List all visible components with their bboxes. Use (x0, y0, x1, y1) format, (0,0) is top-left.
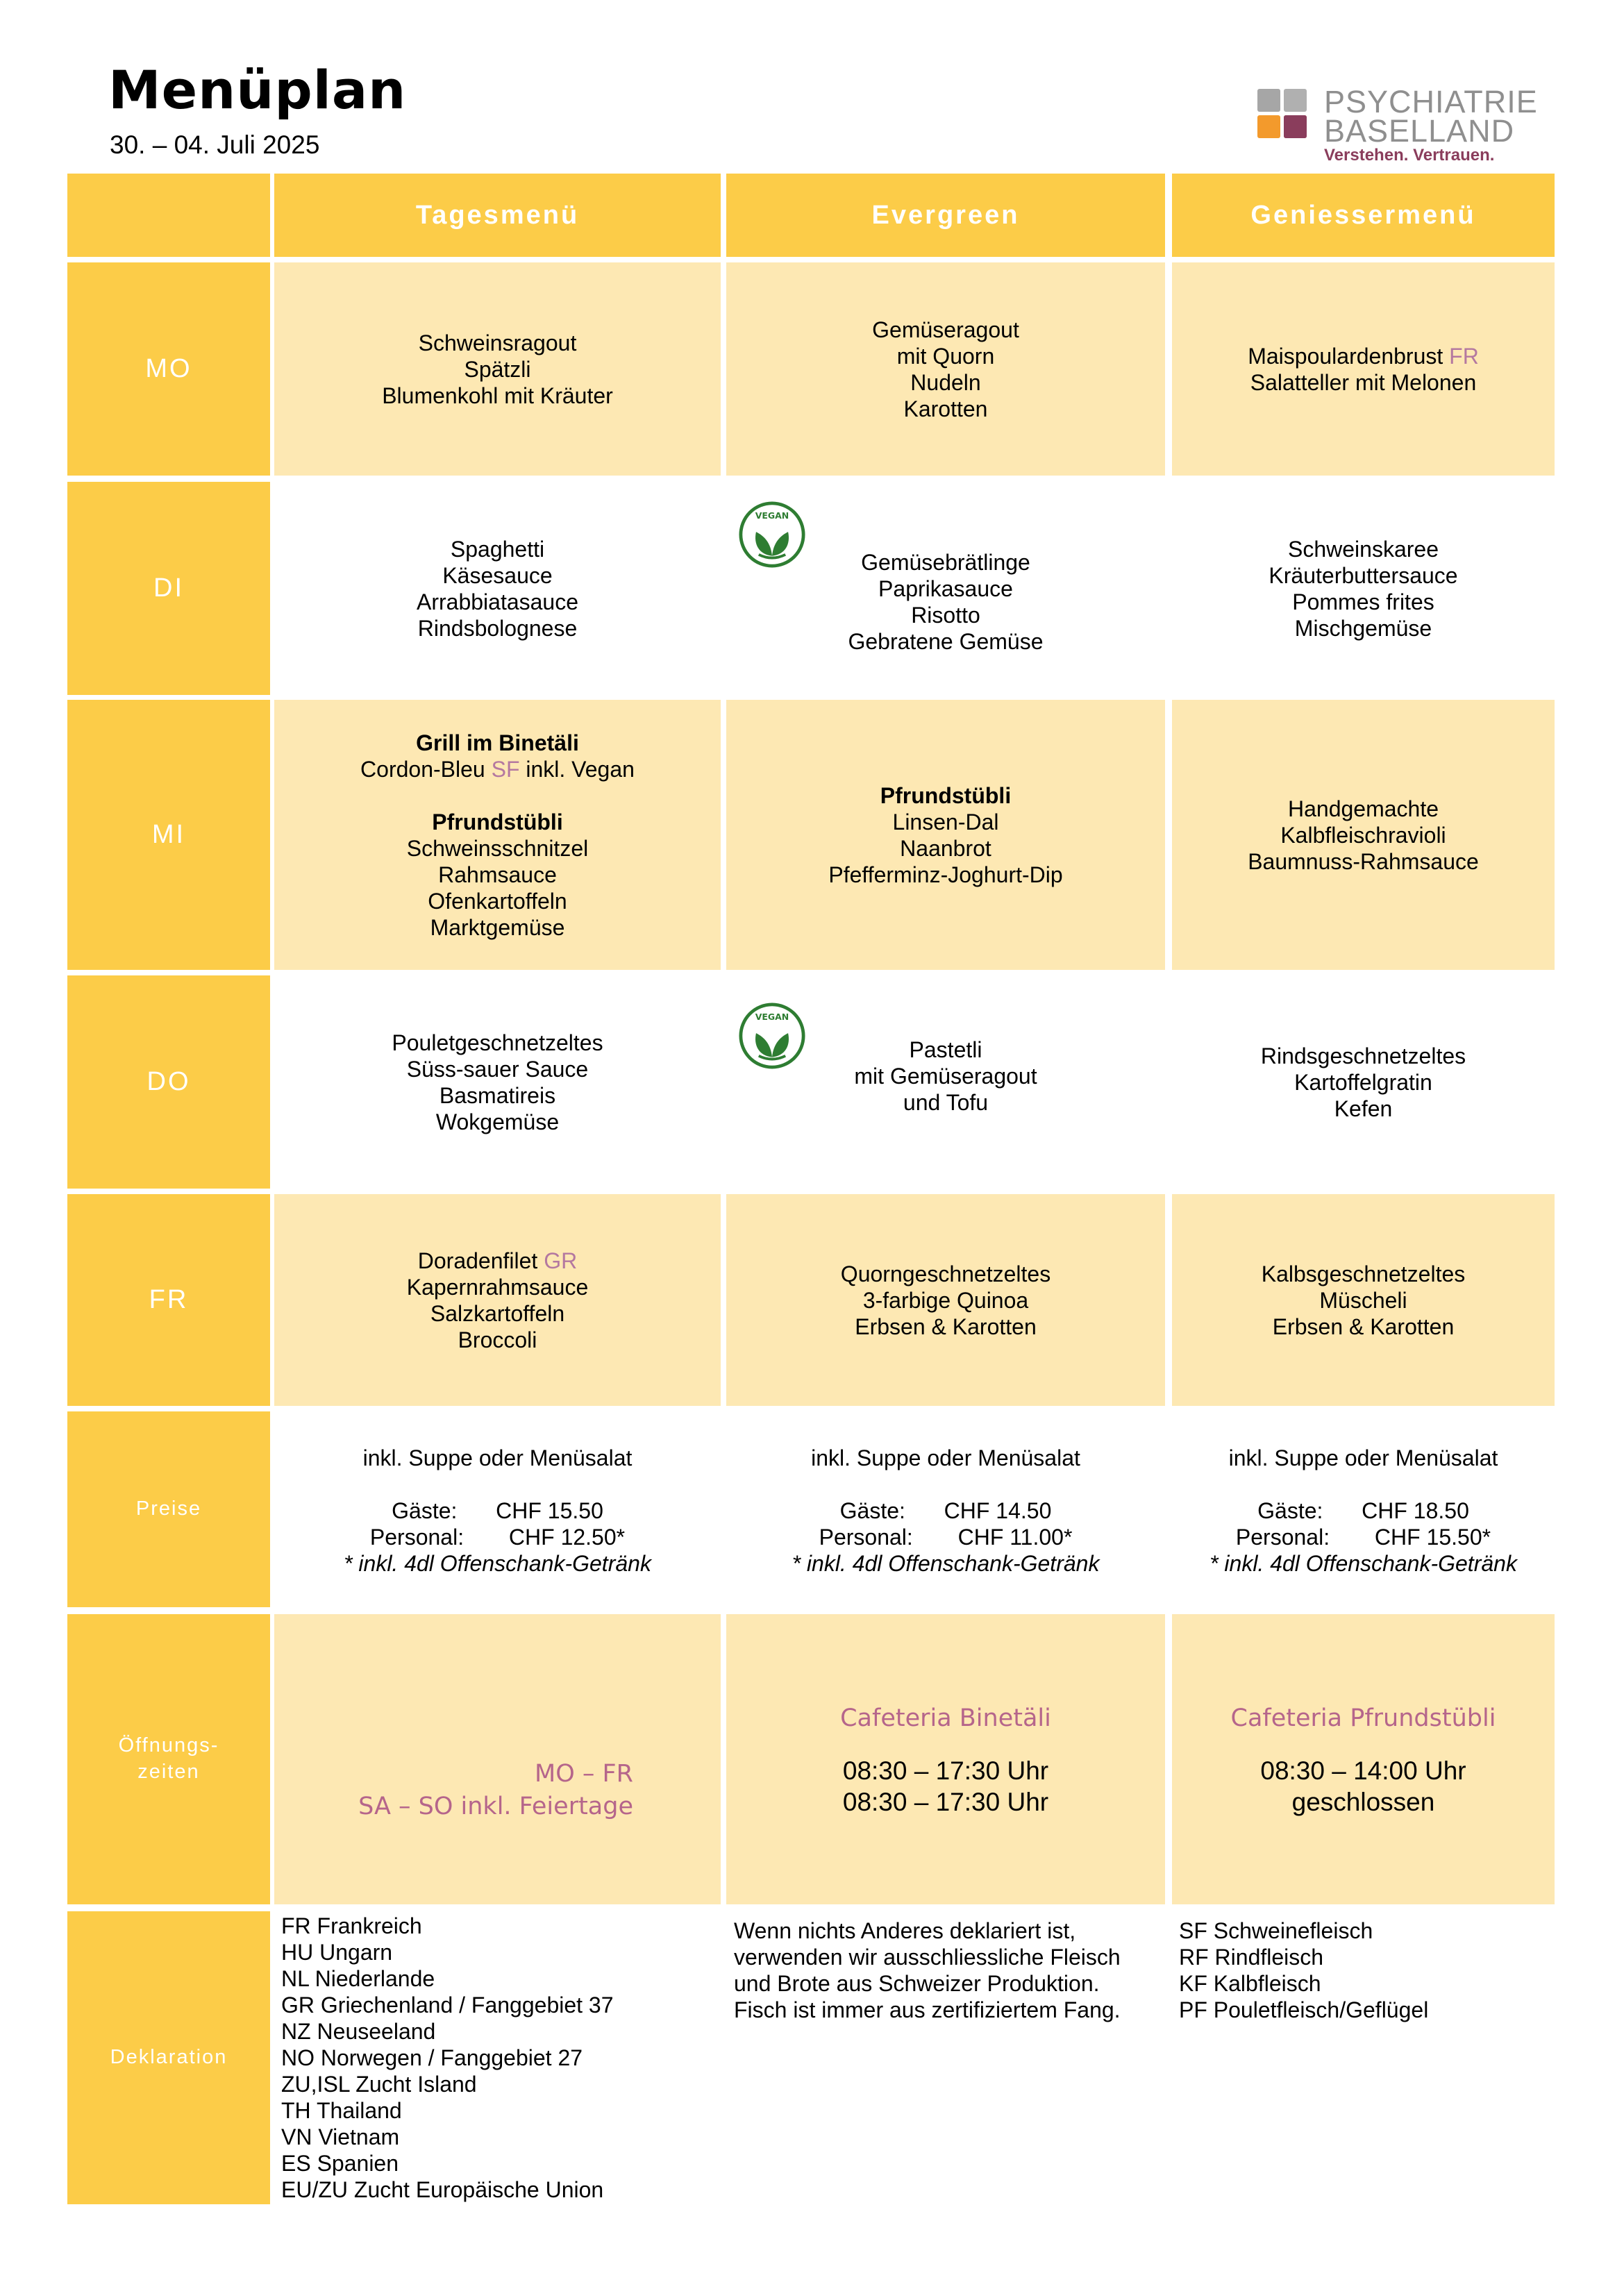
day-label-fr: FR (67, 1194, 270, 1406)
guest-price-row (344, 1498, 651, 1524)
menu-lines (1248, 343, 1479, 396)
psychiatrie-baselland-logo (1257, 86, 1549, 167)
origin-item: EU/ZU Zucht Europäische Union (281, 2177, 604, 2202)
menu-line: Käsesauce (442, 562, 553, 588)
date-range: 30. – 04. Juli 2025 (110, 131, 320, 159)
logo-square-icon (1257, 89, 1280, 112)
menu-line: Erbsen & Karotten (1272, 1314, 1455, 1339)
menu-cell-fr-evergreen (726, 1194, 1165, 1406)
menu-line: Pfefferminz-Joghurt-Dip (828, 862, 1063, 887)
menu-lines (848, 549, 1043, 655)
price-cell-geniesser (1172, 1411, 1555, 1607)
menu-line: Gemüsebrätlinge (861, 549, 1030, 575)
menu-lines (382, 330, 613, 409)
menu-cell-mo-evergreen (726, 262, 1165, 476)
logo-line2: BASELLAND (1324, 113, 1515, 149)
staff-price: CHF 15.50* (1374, 1525, 1491, 1550)
menu-line (1248, 343, 1479, 369)
price-cell-evergreen (726, 1411, 1165, 1607)
note-line: Wenn nichts Anderes deklariert ist, (734, 1918, 1076, 1943)
menu-line: mit Gemüseragout (854, 1063, 1037, 1089)
header-corner (67, 174, 270, 257)
staff-price-row (344, 1524, 651, 1550)
declaration-origins (281, 1913, 614, 2203)
staff-label: Personal: (369, 1525, 464, 1550)
vegan-badge-label: VEGAN (755, 1011, 789, 1022)
menu-lines (828, 782, 1062, 888)
guest-price-row (1209, 1498, 1517, 1524)
spacer (1209, 1471, 1517, 1498)
opening-time: 08:30 – 17:30 Uhr (842, 1756, 1049, 1785)
price-block (344, 1445, 651, 1577)
menu-line: Blumenkohl mit Kräuter (382, 383, 613, 408)
menu-cell-mi-geniesser (1172, 700, 1555, 970)
menu-line (360, 756, 635, 782)
menu-line: Kalbsgeschnetzeltes (1261, 1261, 1466, 1286)
guest-label: Gäste: (839, 1498, 905, 1523)
menu-lines (1262, 1261, 1466, 1340)
opening-days-cell (274, 1614, 721, 1904)
menu-lines (360, 730, 635, 941)
menu-line (407, 1248, 588, 1274)
price-cell-tages (274, 1411, 721, 1607)
menu-line: Kartoffelgratin (1294, 1069, 1432, 1095)
menu-line: Broccoli (458, 1327, 537, 1352)
opening-hours-label-text (119, 1733, 219, 1785)
menu-line: Salzkartoffeln (430, 1300, 565, 1326)
menu-line: Handgemachte (1287, 796, 1439, 821)
staff-label: Personal: (1235, 1525, 1330, 1550)
hours-cell-pfrundstuebli (1172, 1614, 1555, 1904)
menu-line: Marktgemüse (430, 914, 565, 940)
menu-lines (407, 1248, 588, 1353)
origin-item: NZ Neuseeland (281, 2019, 436, 2044)
menu-line: Süss-sauer Sauce (406, 1056, 589, 1082)
column-header-geniessermenu: Geniessermenü (1172, 174, 1555, 257)
logo-square-icon (1257, 115, 1280, 138)
menu-line: Rindsbolognese (417, 615, 578, 641)
menu-cell-mo-geniesser (1172, 262, 1555, 476)
price-intro: inkl. Suppe oder Menüsalat (811, 1445, 1080, 1470)
menu-cell-do-tages (274, 975, 721, 1189)
menu-line: Kapernrahmsauce (406, 1274, 589, 1300)
menu-cell-do-geniesser (1172, 975, 1555, 1189)
label-line: Öffnungs- (118, 1734, 219, 1757)
menu-cell-fr-tages (274, 1194, 721, 1406)
menu-line: Spaghetti (450, 536, 545, 562)
origin-item: ZU,ISL Zucht Island (281, 2072, 477, 2097)
origin-item: TH Thailand (281, 2098, 402, 2123)
menu-line: Nudeln (910, 369, 981, 395)
hours-block (840, 1703, 1051, 1818)
menu-lines (1269, 536, 1457, 641)
menu-cell-mo-tages (274, 262, 721, 476)
menu-line: 3-farbige Quinoa (862, 1287, 1029, 1313)
origin-item: FR Frankreich (281, 1913, 422, 1938)
menu-line: Arrabbiatasauce (416, 589, 579, 614)
meat-item: RF Rindfleisch (1179, 1945, 1324, 1970)
menu-line: Kräuterbuttersauce (1269, 562, 1458, 588)
spacer (1231, 1734, 1496, 1755)
guest-price: CHF 18.50 (1362, 1498, 1469, 1523)
menu-line: Mischgemüse (1294, 615, 1432, 641)
menu-line: Wokgemüse (435, 1109, 560, 1134)
origin-code: GR (544, 1248, 578, 1273)
dish-name: Cordon-Bleu (360, 756, 485, 782)
origin-item: VN Vietnam (281, 2124, 400, 2149)
menu-cell-di-tages (274, 482, 721, 695)
declaration-note (734, 1918, 1121, 2023)
menu-lines (1261, 1043, 1466, 1122)
menu-line: Schweinsschnitzel (406, 835, 589, 861)
vegan-badge-icon (739, 501, 805, 568)
menu-line: Salatteller mit Melonen (1250, 369, 1477, 395)
opening-hours-label (67, 1614, 270, 1904)
staff-label: Personal: (819, 1525, 913, 1550)
menu-line: Basmatireis (439, 1082, 556, 1108)
menu-line: Gemüseragout (872, 317, 1019, 342)
day-label-mo: MO (67, 262, 270, 476)
menu-line: Kefen (1334, 1096, 1393, 1121)
opening-time: 08:30 – 14:00 Uhr (1260, 1756, 1466, 1785)
opening-days (358, 1758, 633, 1823)
note-line: Fisch ist immer aus zertifiziertem Fang. (734, 1997, 1121, 2022)
staff-price: CHF 12.50* (508, 1525, 626, 1550)
day-label-di: DI (67, 482, 270, 695)
page-title: Menüplan (108, 59, 407, 121)
menu-line: Pouletgeschnetzeltes (392, 1030, 603, 1055)
meat-item: KF Kalbfleisch (1179, 1971, 1321, 1996)
column-header-tagesmenu: Tagesmenü (274, 174, 721, 257)
day-range: MO – FR (535, 1760, 633, 1788)
cafeteria-name: Cafeteria Pfrundstübli (1230, 1704, 1496, 1732)
menu-lines (854, 1037, 1037, 1116)
menu-line: Linsen-Dal (892, 809, 999, 834)
guest-price: CHF 15.50 (496, 1498, 603, 1523)
spacer (360, 782, 635, 809)
column-header-evergreen: Evergreen (726, 174, 1165, 257)
vegan-badge-icon (739, 1003, 805, 1069)
guest-price-row (792, 1498, 1100, 1524)
menu-line: Schweinsragout (418, 330, 577, 355)
menu-heading: Pfrundstübli (880, 782, 1012, 808)
day-label-mi: MI (67, 700, 270, 970)
menu-line: und Tofu (903, 1089, 989, 1115)
origin-item: NO Norwegen / Fanggebiet 27 (281, 2045, 583, 2070)
menu-heading: Grill im Binetäli (416, 730, 579, 755)
dish-note: inkl. Vegan (526, 756, 635, 782)
staff-price-row (792, 1524, 1100, 1550)
prices-label: Preise (67, 1411, 270, 1607)
price-block (1209, 1445, 1517, 1577)
logo-square-icon (1284, 115, 1307, 138)
menu-cell-di-geniesser (1172, 482, 1555, 695)
staff-price-row (1209, 1524, 1517, 1550)
menu-line: Rindsgeschnetzeltes (1260, 1043, 1466, 1068)
price-intro: inkl. Suppe oder Menüsalat (1228, 1445, 1498, 1470)
logo-line1: PSYCHIATRIE (1324, 84, 1538, 119)
menu-cell-fr-geniesser (1172, 1194, 1555, 1406)
origin-item: ES Spanien (281, 2151, 399, 2176)
menu-line: mit Quorn (896, 343, 995, 369)
menu-line: Paprikasauce (878, 576, 1013, 601)
menu-line: Rahmsauce (438, 862, 557, 887)
menu-line: Müscheli (1319, 1287, 1407, 1313)
dish-name: Maispoulardenbrust (1248, 343, 1443, 369)
label-line: zeiten (137, 1761, 200, 1783)
day-range: SA – SO inkl. Feiertage (358, 1793, 633, 1820)
menu-line: Pommes frites (1292, 589, 1434, 614)
menu-line: Naanbrot (900, 835, 991, 861)
origin-item: NL Niederlande (281, 1966, 435, 1991)
vegan-badge-label: VEGAN (755, 510, 789, 521)
dish-name: Doradenfilet (417, 1248, 538, 1273)
menu-lines (841, 1261, 1050, 1340)
guest-label: Gäste: (1257, 1498, 1323, 1523)
menu-cell-mi-tages (274, 700, 721, 970)
menu-line: Schweinskaree (1288, 536, 1439, 562)
origin-code: SF (491, 756, 520, 782)
note-line: und Brote aus Schweizer Produktion. (734, 1971, 1100, 1996)
logo-tagline: Verstehen. Vertrauen. (1324, 146, 1495, 165)
menu-cell-mi-evergreen (726, 700, 1165, 970)
menu-line: Karotten (903, 396, 988, 421)
price-note: * inkl. 4dl Offenschank-Getränk (344, 1551, 651, 1576)
hours-block (1231, 1703, 1496, 1818)
meat-item: PF Pouletfleisch/Geflügel (1179, 1997, 1429, 2022)
menu-line: Risotto (911, 602, 980, 628)
declaration-meats (1179, 1918, 1428, 2023)
menu-lines (417, 536, 578, 641)
price-note: * inkl. 4dl Offenschank-Getränk (1209, 1551, 1517, 1576)
spacer (792, 1471, 1100, 1498)
guest-price: CHF 14.50 (944, 1498, 1052, 1523)
origin-item: HU Ungarn (281, 1940, 393, 1965)
menu-lines (392, 1030, 603, 1135)
origin-item: GR Griechenland / Fanggebiet 37 (281, 1993, 614, 2018)
spacer (840, 1734, 1051, 1755)
menu-line: Pastetli (909, 1037, 982, 1062)
price-intro: inkl. Suppe oder Menüsalat (362, 1445, 633, 1470)
menu-line: Erbsen & Karotten (855, 1314, 1037, 1339)
hours-cell-binetaeli (726, 1614, 1165, 1904)
menu-line: Quorngeschnetzeltes (840, 1261, 1051, 1286)
opening-time: geschlossen (1291, 1788, 1435, 1816)
menu-line: Kalbfleischravioli (1280, 822, 1446, 848)
menu-lines (1248, 796, 1479, 875)
menu-line: Gebratene Gemüse (848, 628, 1044, 654)
declaration-label: Deklaration (67, 1911, 270, 2204)
note-line: verwenden wir ausschliessliche Fleisch (734, 1945, 1121, 1970)
menu-heading: Pfrundstübli (432, 809, 563, 834)
menu-line: Ofenkartoffeln (428, 888, 567, 914)
guest-label: Gäste: (392, 1498, 458, 1523)
spacer (344, 1471, 651, 1498)
staff-price: CHF 11.00* (957, 1525, 1073, 1550)
meat-item: SF Schweinefleisch (1179, 1918, 1373, 1943)
logo-square-icon (1284, 89, 1307, 112)
menu-lines (872, 317, 1019, 422)
menu-line: Spätzli (464, 356, 531, 382)
origin-code: FR (1449, 343, 1479, 369)
price-note: * inkl. 4dl Offenschank-Getränk (792, 1551, 1100, 1576)
day-label-do: DO (67, 975, 270, 1189)
price-block (792, 1445, 1100, 1577)
menu-line: Baumnuss-Rahmsauce (1248, 848, 1479, 874)
cafeteria-name: Cafeteria Binetäli (840, 1704, 1051, 1732)
opening-time: 08:30 – 17:30 Uhr (842, 1788, 1049, 1816)
